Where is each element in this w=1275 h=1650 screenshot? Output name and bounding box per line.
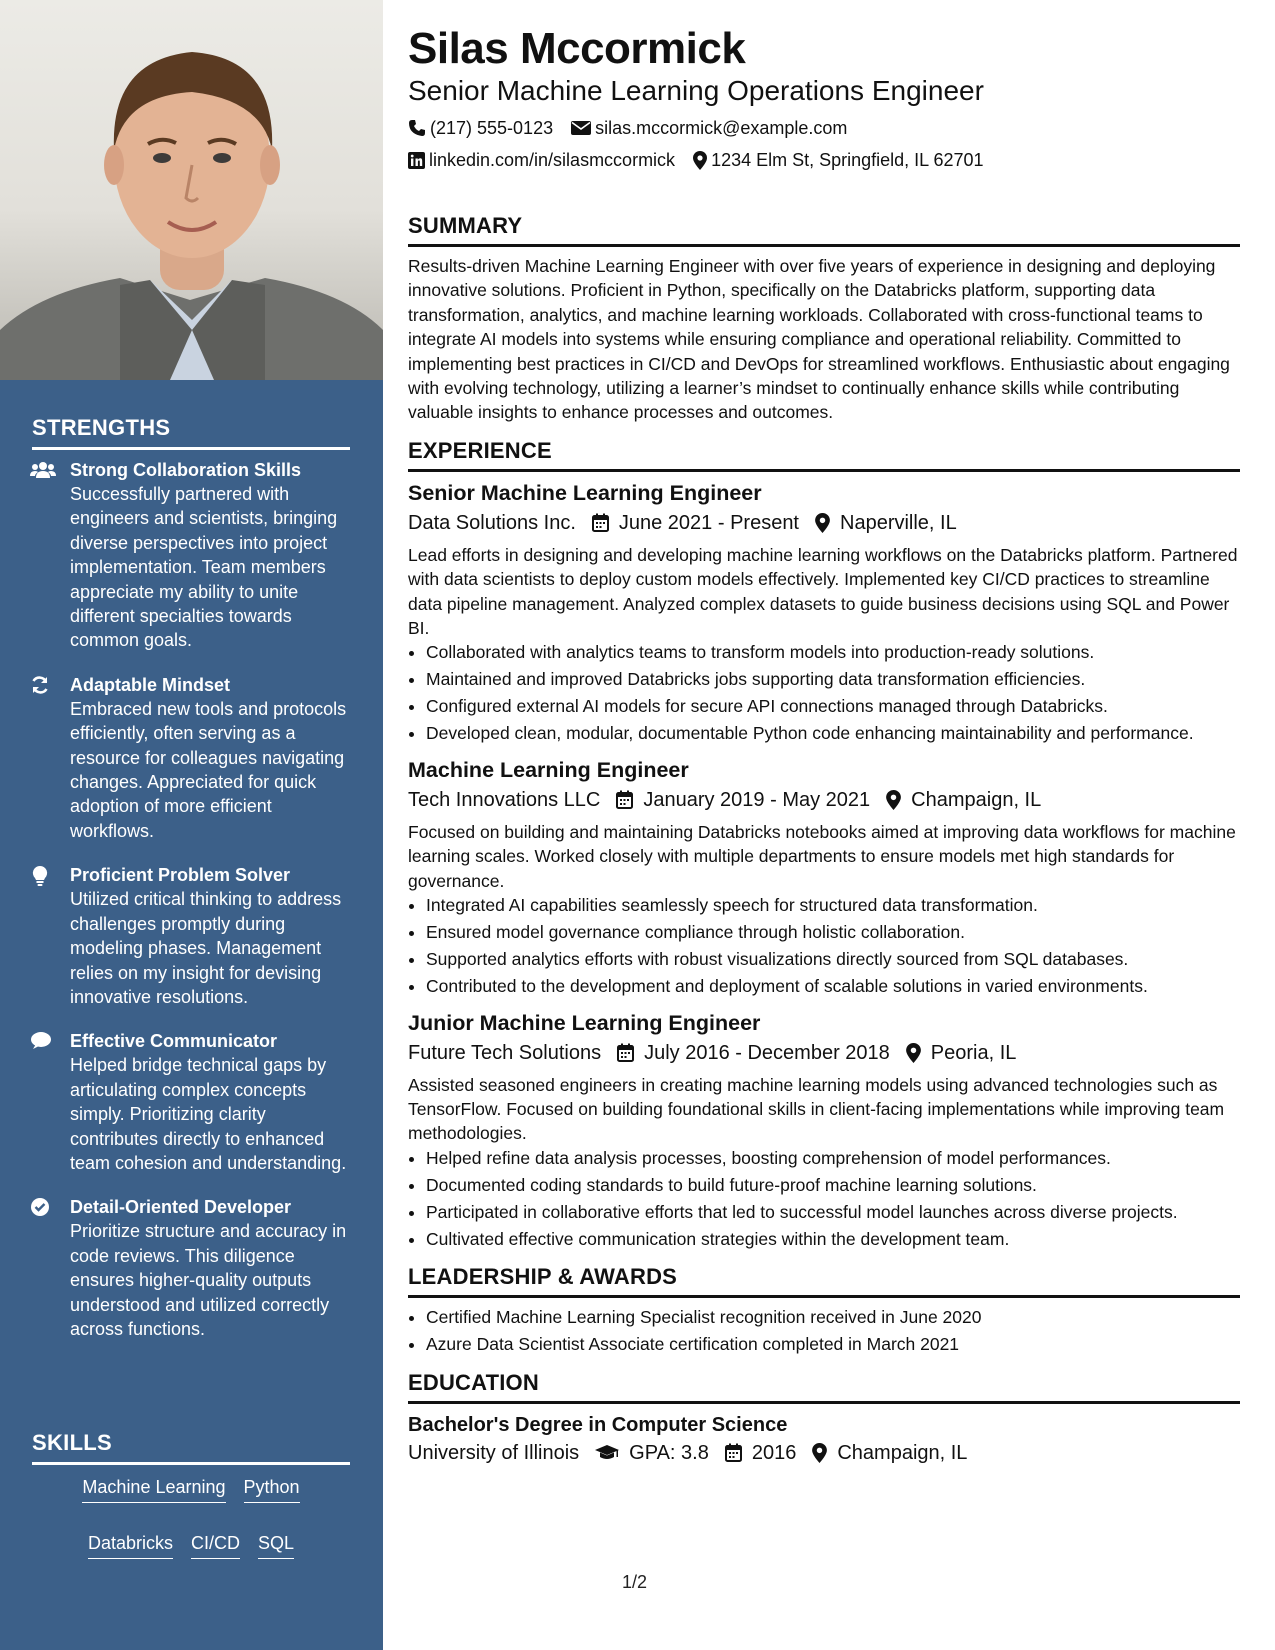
comment-icon [30, 1029, 70, 1175]
email-icon [571, 120, 591, 136]
job-title: Senior Machine Learning Engineer [408, 480, 762, 505]
gpa-wrap [595, 1439, 709, 1467]
job-company: Future Tech Solutions [408, 1041, 602, 1064]
degree-title: Bachelor's Degree in Computer Science [408, 1413, 788, 1436]
education-location-wrap [812, 1439, 967, 1467]
job-bullet: • Developed clean, modular, documentable Python code enhancing maintainability and performance. [426, 721, 1240, 745]
map-marker-icon [815, 513, 830, 533]
job-dates-wrap [617, 1039, 890, 1067]
skills-list [32, 1475, 350, 1559]
summary-heading: SUMMARY [408, 212, 1240, 247]
award-item: • Certified Machine Learning Specialist recognition received in June 2020 [426, 1305, 1240, 1329]
job-bullet: • Maintained and improved Databricks jobs supporting data transformation efficiencies. [426, 667, 1240, 691]
awards-list [408, 1305, 1240, 1356]
map-marker-icon [886, 790, 901, 810]
awards-heading: LEADERSHIP & AWARDS [408, 1263, 1240, 1298]
strength-title: Effective Communicator [70, 1031, 278, 1052]
candidate-name: Silas Mccormick [408, 24, 746, 73]
job-description: Assisted seasoned engineers in creating machine learning models using advanced technologies such as TensorFlow. Focused on building foundational skills in client-facing implementations while improving team methodologies. [408, 1074, 1225, 1144]
job-dates: January 2019 - May 2021 [643, 788, 871, 811]
job-dates: July 2016 - December 2018 [644, 1041, 890, 1064]
education-meta [408, 1439, 1240, 1467]
job-entry [408, 479, 1240, 746]
users-icon [30, 458, 70, 653]
gpa-text: GPA: 3.8 [629, 1441, 709, 1464]
year-wrap [725, 1439, 797, 1467]
job-bullets [408, 640, 1240, 745]
strength-item [30, 863, 352, 1009]
map-marker-icon [906, 1043, 921, 1063]
award-item: • Azure Data Scientist Associate certification completed in March 2021 [426, 1332, 1240, 1356]
job-location-wrap [886, 786, 1041, 814]
linkedin-icon [408, 152, 425, 169]
skill-tag: SQL [258, 1531, 294, 1559]
job-meta [408, 1039, 1240, 1067]
strength-desc: Successfully partnered with engineers and scientists, bringing diverse perspectives into project implementation. Team members appreciate my ability to unite different specialties towards common goals. [70, 484, 338, 651]
school-name: University of Illinois [408, 1441, 580, 1464]
calendar-icon [617, 1043, 634, 1062]
job-description: Lead efforts in designing and developing machine learning workflows on the Databricks platform. Partnered with data scientists to deploy custom models effectively. Implemented key CI/CD practices to streamline data pipeline management. Analyzed complex datasets to guide business decisions using SQL and Power BI. [408, 544, 1238, 639]
job-bullet: • Contributed to the development and deployment of scalable solutions in varied environments. [426, 974, 1240, 998]
sidebar [0, 0, 383, 1650]
strength-desc: Prioritize structure and accuracy in code reviews. This diligence ensures higher-quality outputs understood and utilized correctly across functions. [70, 1221, 347, 1339]
phone-contact [408, 116, 553, 140]
job-dates: June 2021 - Present [618, 511, 799, 534]
strengths-heading: STRENGTHS [32, 415, 350, 450]
main-content [408, 22, 1240, 1473]
calendar-icon [616, 790, 633, 809]
job-entry [408, 756, 1240, 999]
address-text: 1234 Elm St, Springfield, IL 62701 [711, 150, 984, 170]
strengths-list [30, 458, 352, 1361]
experience-heading: EXPERIENCE [408, 437, 1240, 472]
strength-desc: Embraced new tools and protocols efficiently, often serving as a resource for colleagues navigating changes. Appreciated for quick adoption of more efficient workflows. [70, 698, 347, 841]
job-bullet: • Configured external AI models for secure API connections managed through Databricks. [426, 694, 1240, 718]
strength-item [30, 458, 352, 653]
skill-tag: Databricks [88, 1531, 173, 1559]
skill-tag: Python [244, 1475, 300, 1503]
strength-desc: Helped bridge technical gaps by articulating complex concepts simply. Prioritizing clarity contributes directly to enhanced team cohesion and understanding. [70, 1055, 347, 1173]
address-contact [693, 148, 984, 172]
education-section [408, 1369, 1240, 1467]
job-location: Naperville, IL [840, 511, 957, 534]
job-meta [408, 509, 1240, 537]
summary-section [408, 212, 1240, 425]
job-dates-wrap [616, 786, 870, 814]
job-bullet: • Cultivated effective communication strategies within the development team. [426, 1227, 1240, 1251]
contact-row-2 [408, 148, 1240, 172]
education-heading: EDUCATION [408, 1369, 1240, 1404]
job-bullet: • Helped refine data analysis processes, boosting comprehension of model performances. [426, 1146, 1240, 1170]
strength-desc: Utilized critical thinking to address challenges promptly during modeling phases. Management relies on my insight for devising innovative resolutions. [70, 889, 342, 1007]
education-location: Champaign, IL [837, 1441, 968, 1464]
sync-icon [30, 673, 70, 843]
map-marker-icon [812, 1443, 827, 1463]
lightbulb-icon [30, 863, 70, 1009]
job-bullet: • Participated in collaborative efforts that led to successful model launches across diverse projects. [426, 1200, 1240, 1224]
email-contact[interactable] [571, 116, 847, 140]
experience-section [408, 437, 1240, 1251]
contact-row-1 [408, 116, 1240, 140]
job-bullet: • Collaborated with analytics teams to transform models into production-ready solutions. [426, 640, 1240, 664]
job-bullets [408, 1146, 1240, 1251]
map-marker-icon [693, 151, 707, 170]
job-bullets [408, 893, 1240, 998]
job-bullet: • Ensured model governance compliance through holistic collaboration. [426, 920, 1240, 944]
calendar-icon [592, 513, 609, 532]
strength-item [30, 1195, 352, 1341]
strength-title: Proficient Problem Solver [70, 865, 291, 886]
job-entry [408, 1009, 1240, 1252]
phone-icon [408, 119, 426, 137]
job-headline: Senior Machine Learning Operations Engineer [408, 75, 984, 106]
job-company: Tech Innovations LLC [408, 788, 601, 811]
awards-section [408, 1263, 1240, 1356]
graduation-cap-icon [595, 1444, 619, 1462]
linkedin-text[interactable]: linkedin.com/in/silasmccormick [429, 150, 676, 170]
job-bullet: • Integrated AI capabilities seamlessly speech for structured data transformation. [426, 893, 1240, 917]
skill-tag: CI/CD [191, 1531, 240, 1559]
profile-photo [0, 0, 383, 380]
strength-title: Strong Collaboration Skills [70, 460, 302, 480]
strength-item [30, 673, 352, 843]
job-meta [408, 786, 1240, 814]
skill-tag: Machine Learning [82, 1475, 225, 1503]
job-dates-wrap [592, 509, 799, 537]
skills-heading: SKILLS [32, 1430, 350, 1465]
job-location: Champaign, IL [911, 788, 1042, 811]
job-description: Focused on building and maintaining Databricks notebooks aimed at improving data workflows for machine learning scales. Worked closely with multiple departments to ensure models met high standards for governance. [408, 821, 1236, 891]
job-location: Peoria, IL [930, 1041, 1017, 1064]
email-text[interactable]: silas.mccormick@example.com [595, 118, 848, 138]
strength-item [30, 1029, 352, 1175]
page-number: 1/2 [622, 1572, 648, 1592]
job-company: Data Solutions Inc. [408, 511, 576, 534]
phone-text: (217) 555-0123 [430, 118, 554, 138]
check-circle-icon [30, 1195, 70, 1341]
strength-title: Detail-Oriented Developer [70, 1197, 292, 1218]
job-title: Junior Machine Learning Engineer [408, 1010, 761, 1035]
summary-text: Results-driven Machine Learning Engineer with over five years of experience in designing and deploying innovative solutions. Proficient in Python, specifically on the Databricks platform, supporting data transformation, analytics, and machine learning workloads. Collaborated with cross-functional teams to integrate AI models into systems while ensuring compliance and operational reliability. Committed to implementing best practices in CI/CD and DevOps for streamlined workflows. Enthusiastic about engaging with evolving technology, utilizing a learner’s mindset to continually enhance skills while contributing valuable insights to enhance processes and outcomes. [408, 256, 1230, 423]
education-year: 2016 [751, 1441, 797, 1464]
job-title: Machine Learning Engineer [408, 757, 689, 782]
linkedin-contact[interactable] [408, 148, 675, 172]
job-bullet: • Supported analytics efforts with robust visualizations directly sourced from SQL databases. [426, 947, 1240, 971]
job-location-wrap [906, 1039, 1017, 1067]
strength-title: Adaptable Mindset [70, 674, 231, 695]
job-bullet: • Documented coding standards to build future-proof machine learning solutions. [426, 1173, 1240, 1197]
calendar-icon [725, 1443, 742, 1462]
job-location-wrap [815, 509, 957, 537]
